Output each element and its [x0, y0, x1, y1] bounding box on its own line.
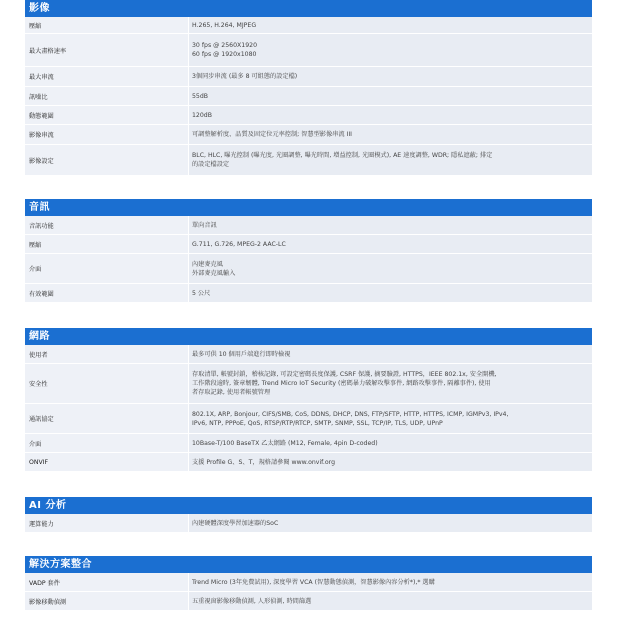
spec-row: [25, 364, 592, 404]
spec-row: [25, 404, 592, 434]
spec-value: 五重視窗影像移動偵測, 人形偵測, 時間篩選: [188, 592, 592, 610]
spec-key: 運算能力: [25, 514, 188, 532]
spec-row: [25, 87, 592, 106]
section-title: 音訊: [25, 199, 592, 216]
spec-value: 支援 Profile G、S、T，規格請參閱 www.onvif.org: [188, 453, 592, 471]
section-title: 網路: [25, 328, 592, 345]
spec-row: [25, 284, 592, 303]
solution-section: [25, 556, 592, 611]
audio-section: [25, 199, 592, 303]
section-title: AI 分析: [25, 497, 592, 514]
spec-row: [25, 235, 592, 254]
spec-row: [25, 67, 592, 87]
spec-key: ONVIF: [25, 453, 188, 471]
section-title: 影像: [25, 0, 592, 17]
spec-key: 通訊協定: [25, 404, 188, 433]
spec-value: 最多可供 10 個用戶端進行即時檢視: [188, 345, 592, 363]
spec-key: VADP 套件: [25, 573, 188, 591]
spec-value: 10Base-T/100 BaseTX 乙太網路 (M12, Female, 4pin D-coded): [188, 434, 592, 452]
spec-key: 介面: [25, 434, 188, 452]
spec-value: 存取清單, 帳號封鎖，稽核記錄, 可設定密碼長度保護, CSRF 保護, 摘要驗證, HTTPS，IEEE 802.1x, 安全開機, 工作階段逾時, 簽章韌體, Trend Micro IoT Security (密碼暴力破解攻擊事件, 網路攻擊事件, 隔離事件), 使用 者存取記錄, 使用者帳號管理: [188, 364, 592, 403]
spec-value: 單向音訊: [188, 216, 592, 234]
spec-value: BLC, HLC, 曝光控制 (曝光度, 光圈調整, 曝光時間, 增益控制, 光圈模式), AE 速度調整, WDR; 隱私遮蔽; 排定 的設定檔設定: [188, 145, 592, 175]
spec-value: 55dB: [188, 87, 592, 105]
spec-key: 壓縮: [25, 17, 188, 33]
spec-key: 音訊功能: [25, 216, 188, 234]
spec-key: 安全性: [25, 364, 188, 403]
spec-key: 影像串流: [25, 125, 188, 144]
spec-row: [25, 145, 592, 176]
spec-key: 介面: [25, 254, 188, 283]
spec-key: 影像設定: [25, 145, 188, 175]
spec-row: [25, 34, 592, 67]
spec-key: 訊噪比: [25, 87, 188, 105]
spec-row: [25, 514, 592, 533]
spec-value: 120dB: [188, 106, 592, 124]
spec-row: [25, 573, 592, 592]
spec-row: [25, 216, 592, 235]
ai-section: [25, 497, 592, 533]
spec-row: [25, 125, 592, 145]
video-section: [25, 0, 592, 176]
spec-row: [25, 106, 592, 125]
spec-key: 最大串流: [25, 67, 188, 86]
spec-key: 最大畫格速率: [25, 34, 188, 66]
spec-key: 使用者: [25, 345, 188, 363]
spec-row: [25, 434, 592, 453]
spec-value: 內建硬體深度學習加速器的SoC: [188, 514, 592, 532]
spec-row: [25, 453, 592, 472]
spec-value: 內建麥克風 外部麥克風輸入: [188, 254, 592, 283]
spec-row: [25, 345, 592, 364]
spec-value: 3個同步串流 (最多 8 可組態的設定檔): [188, 67, 592, 86]
spec-value: 5 公尺: [188, 284, 592, 302]
spec-value: H.265, H.264, MJPEG: [188, 17, 592, 33]
spec-row: [25, 17, 592, 34]
network-section: [25, 328, 592, 472]
spec-row: [25, 592, 592, 611]
spec-key: 動態範圍: [25, 106, 188, 124]
spec-value: Trend Micro (3年免費試用), 深度學習 VCA (智慧動態偵測，智慧影像內容分析*),* 選購: [188, 573, 592, 591]
spec-value: G.711, G.726, MPEG-2 AAC-LC: [188, 235, 592, 253]
spec-key: 影像移動偵測: [25, 592, 188, 610]
spec-value: 30 fps @ 2560X1920 60 fps @ 1920x1080: [188, 34, 592, 66]
spec-key: 壓縮: [25, 235, 188, 253]
spec-value: 可調整解析度、品質及固定位元率控制; 智慧型影像串流 III: [188, 125, 592, 144]
spec-key: 有效範圍: [25, 284, 188, 302]
spec-row: [25, 254, 592, 284]
spec-value: 802.1X, ARP, Bonjour, CIFS/SMB, CoS, DDNS, DHCP, DNS, FTP/SFTP, HTTP, HTTPS, ICMP, IGMPv3, IPv4, IPv6, NTP, PPPoE, QoS, RTSP/RTP/RTCP, SMTP, SNMP, SSL, TCP/IP, TLS, UDP, UPnP: [188, 404, 592, 433]
section-title: 解決方案整合: [25, 556, 592, 573]
